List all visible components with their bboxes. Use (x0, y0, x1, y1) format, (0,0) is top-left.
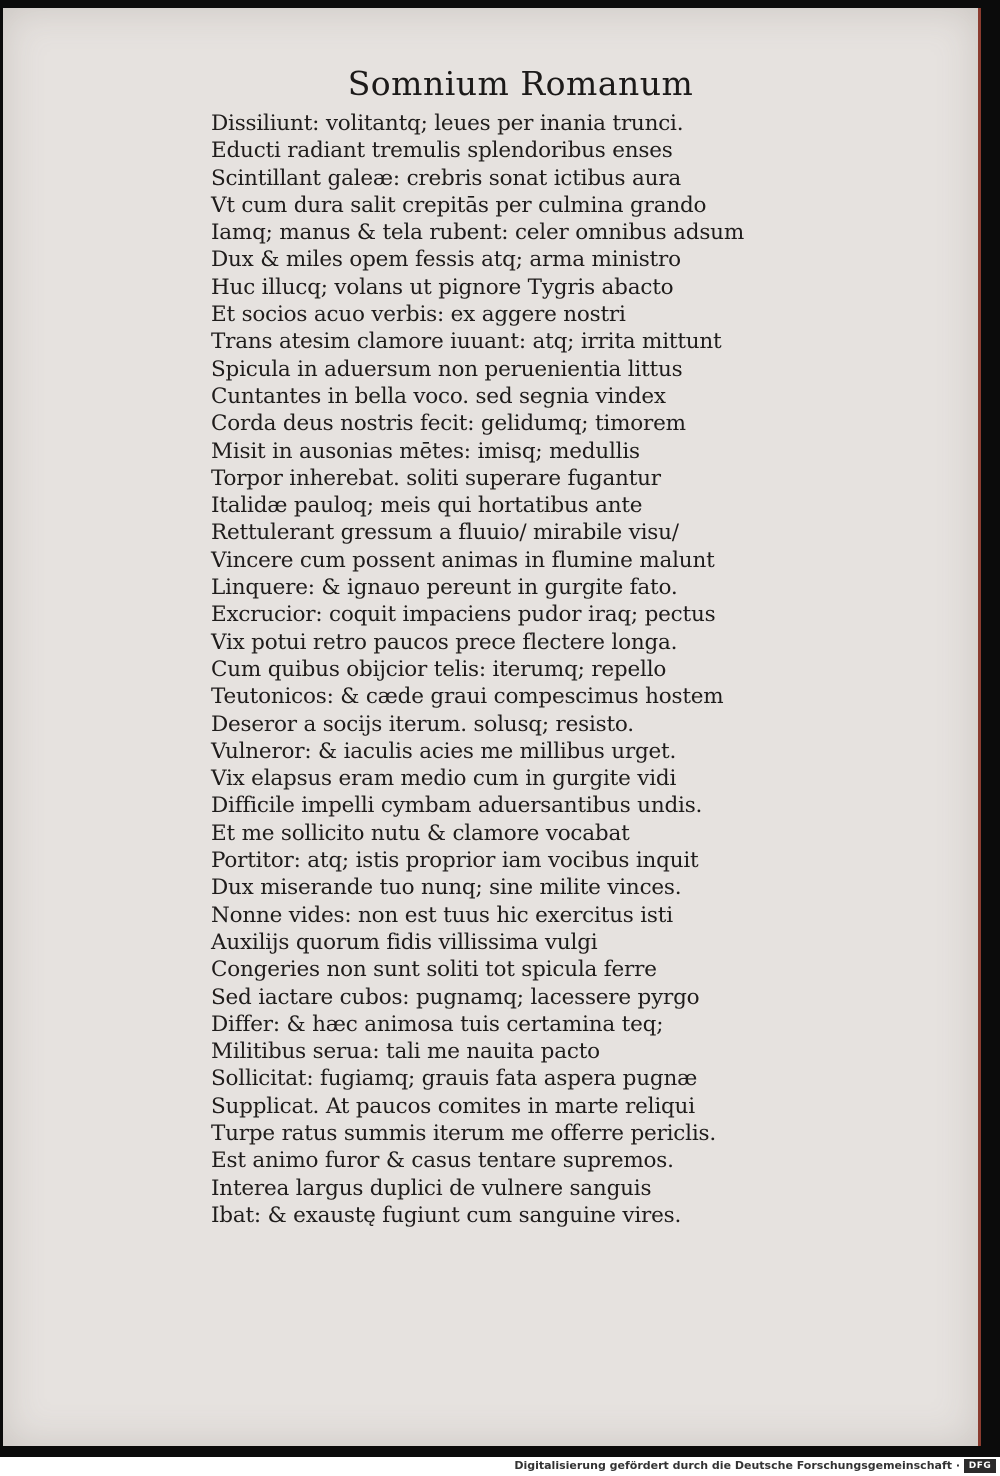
verse-line: Supplicat. At paucos comites in marte reliqui (211, 1093, 695, 1119)
verse-line: Cum quibus obijcior telis: iterumq; repello (211, 656, 667, 682)
verse-line: Sed iactare cubos: pugnamq; lacessere pyrgo (211, 984, 700, 1010)
verse-line: Difficile impelli cymbam aduersantibus undis. (211, 793, 703, 819)
verse-line: Italidæ pauloq; meis qui hortatibus ante (211, 493, 643, 519)
verse-line: Spicula in aduersum non peruenientia littus (211, 356, 683, 382)
verse-line: Deseror a socijs iterum. solusq; resisto. (211, 711, 634, 737)
verse-line: Portitor: atq; istis proprior iam vocibus inquit (211, 848, 699, 874)
funding-credit: Digitalisierung gefördert durch die Deutsche Forschungsgemeinschaft · (514, 1459, 960, 1472)
page-content (3, 8, 978, 1446)
verse-line: Scintillant galeæ: crebris sonat ictibus aura (211, 165, 681, 191)
verse-line: Vt cum dura salit crepitās per culmina grando (211, 192, 707, 218)
verse-line: Dux & miles opem fessis atq; arma ministro (211, 247, 681, 273)
verse-line: Educti radiant tremulis splendoribus enses (211, 138, 673, 164)
verse-line: Vincere cum possent animas in flumine malunt (211, 547, 715, 573)
running-head: Somnium Romanum (347, 64, 694, 103)
verse-line: Torpor inherebat. soliti superare fugantur (211, 465, 661, 491)
verse-line: Nonne vides: non est tuus hic exercitus isti (211, 902, 673, 928)
verse-line: Auxilijs quorum fidis villissima vulgi (211, 929, 598, 955)
verse-line: Corda deus nostris fecit: gelidumq; timorem (211, 411, 686, 437)
verse-line: Trans atesim clamore iuuant: atq; irrita mittunt (211, 329, 722, 355)
verse-line: Interea largus duplici de vulnere sanguis (211, 1175, 652, 1201)
verse-line: Dissiliunt: volitantq; leues per inania trunci. (211, 111, 684, 136)
verse-line: Est animo furor & casus tentare supremos. (211, 1148, 674, 1174)
dfg-logo-icon: DFG (964, 1459, 996, 1473)
verse-line: Misit in ausonias mētes: imisq; medullis (211, 438, 640, 464)
verse-line: Congeries non sunt soliti tot spicula ferre (211, 957, 657, 983)
verse-line: Et socios acuo verbis: ex aggere nostri (211, 302, 626, 328)
footer-bar (0, 1457, 1000, 1476)
verse-line: Militibus serua: tali me nauita pacto (211, 1039, 600, 1065)
book-page (3, 8, 981, 1446)
verse-line: Linquere: & ignauo pereunt in gurgite fato. (211, 575, 678, 601)
verse-line: Excrucior: coquit impaciens pudor iraq; pectus (211, 602, 716, 628)
verse-text (211, 110, 771, 1229)
verse-line: Dux miserande tuo nunq; sine milite vinces. (211, 875, 682, 901)
verse-line: Huc illucq; volans ut pignore Tygris abacto (211, 274, 674, 300)
verse-line: Iamq; manus & tela rubent: celer omnibus adsum (211, 220, 745, 246)
verse-line: Et me sollicito nutu & clamore vocabat (211, 820, 630, 846)
verse-line: Ibat: & exaustę fugiunt cum sanguine vires. (211, 1202, 682, 1228)
verse-line: Sollicitat: fugiamq; grauis fata aspera pugnæ (211, 1066, 698, 1092)
verse-line: Cuntantes in bella voco. sed segnia vindex (211, 383, 666, 409)
verse-line: Vulneror: & iaculis acies me millibus urget. (211, 738, 677, 764)
verse-line: Turpe ratus summis iterum me offerre periclis. (211, 1120, 716, 1146)
verse-line: Vix potui retro paucos prece flectere longa. (211, 629, 678, 655)
verse-line: Differ: & hæc animosa tuis certamina teq; (211, 1011, 664, 1037)
verse-line: Vix elapsus eram medio cum in gurgite vidi (211, 766, 677, 792)
verse-line: Rettulerant gressum a fluuio/ mirabile visu/ (211, 520, 679, 546)
verse-line: Teutonicos: & cæde graui compescimus hostem (211, 684, 724, 710)
